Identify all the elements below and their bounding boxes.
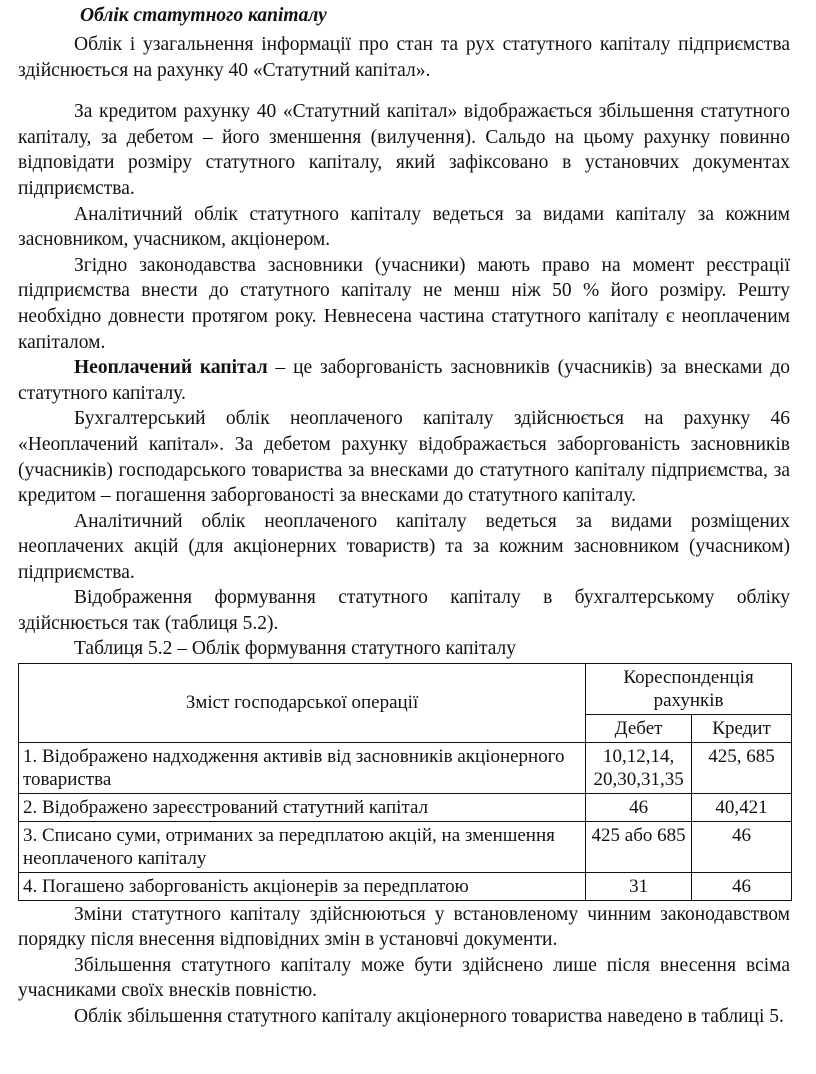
section-title: Облік статутного капіталу [80, 5, 327, 26]
operation-cell: 2. Відображено зареєстрований статутний капітал [19, 793, 586, 821]
table-row [19, 742, 792, 793]
table-row [19, 821, 792, 872]
paragraph: Аналітичний облік статутного капіталу ведеться за видами капіталу за кожним засновником, учасником, акціонером. [18, 203, 790, 251]
credit-cell: 40,421 [692, 793, 792, 821]
header-credit: Кредит [692, 714, 792, 742]
credit-cell: 46 [692, 821, 792, 872]
document-page [18, 2, 790, 1030]
table-caption: Таблиця 5.2 – Облік формування статутного капіталу [74, 637, 517, 659]
paragraph: Облік збільшення статутного капіталу акціонерного товариства наведено в таблиці 5. [74, 1006, 784, 1028]
table-row [19, 872, 792, 900]
credit-cell: 46 [692, 872, 792, 900]
paragraph: За кредитом рахунку 40 «Статутний капітал» відображається збільшення статутного капіталу, за дебетом – його зменшення (вилучення). Сальдо на цьому рахунку повинно відповідати розміру статутного капіталу, який зафіксовано в установчих документах підприємства. [18, 101, 790, 199]
paragraph: Бухгалтерський облік неоплаченого капіталу здійснюється на рахунку 46 «Неоплачений капітал». За дебетом рахунку відображається заборгованість засновників (учасників) господарського товариства за внесками до статутного капіталу підприємства, за кредитом – погашення заборгованості за внесками до статутного капіталу. [18, 408, 790, 507]
paragraph: Відображення формування статутного капіталу в бухгалтерському обліку здійснюється так (таблиця 5.2). [18, 587, 790, 635]
debit-cell: 46 [586, 793, 692, 821]
debit-cell: 425 або 685 [586, 821, 692, 872]
header-correspondence: Кореспонденція рахунків [586, 663, 792, 714]
debit-cell: 31 [586, 872, 692, 900]
paragraph: Зміни статутного капіталу здійснюються у встановленому чинним законодавством порядку після внесення відповідних змін в установчі документи. [18, 903, 790, 951]
definition-term: Неоплачений капітал [74, 357, 268, 379]
operation-cell: 3. Списано суми, отриманих за передплатою акцій, на зменшення неоплаченого капіталу [19, 821, 586, 872]
paragraph: Аналітичний облік неоплаченого капіталу ведеться за видами розміщених неоплачених акцій (для акціонерних товариств) та за кожним засновником (учасником) підприємства. [18, 510, 790, 583]
credit-cell: 425, 685 [692, 742, 792, 793]
header-debit: Дебет [586, 714, 692, 742]
operation-cell: 1. Відображено надходження активів від засновників акціонерного товариства [19, 742, 586, 793]
header-operation: Зміст господарської операції [19, 663, 586, 742]
definition-paragraph [18, 355, 790, 406]
accounting-table [18, 663, 792, 901]
paragraph: Збільшення статутного капіталу може бути здійснено лише після внесення всіма учасниками своїх внесків повністю. [18, 954, 790, 1002]
table-row [19, 793, 792, 821]
paragraph: Облік і узагальнення інформації про стан та рух статутного капіталу підприємства здійснюється на рахунку 40 «Статутний капітал». [18, 34, 790, 81]
paragraph: Згідно законодавства засновники (учасники) мають право на момент реєстрації підприємства внести до статутного капіталу не менш ніж 50 % його розміру. Решту необхідно довнести протягом року. Невнесена частина статутного капіталу є неоплаченим капіталом. [18, 254, 790, 353]
definition-text: – це заборгованість засновників (учасників) за внесками до статутного капіталу. [18, 357, 790, 404]
operation-cell: 4. Погашено заборгованість акціонерів за передплатою [19, 872, 586, 900]
debit-cell: 10,12,14, 20,30,31,35 [586, 742, 692, 793]
